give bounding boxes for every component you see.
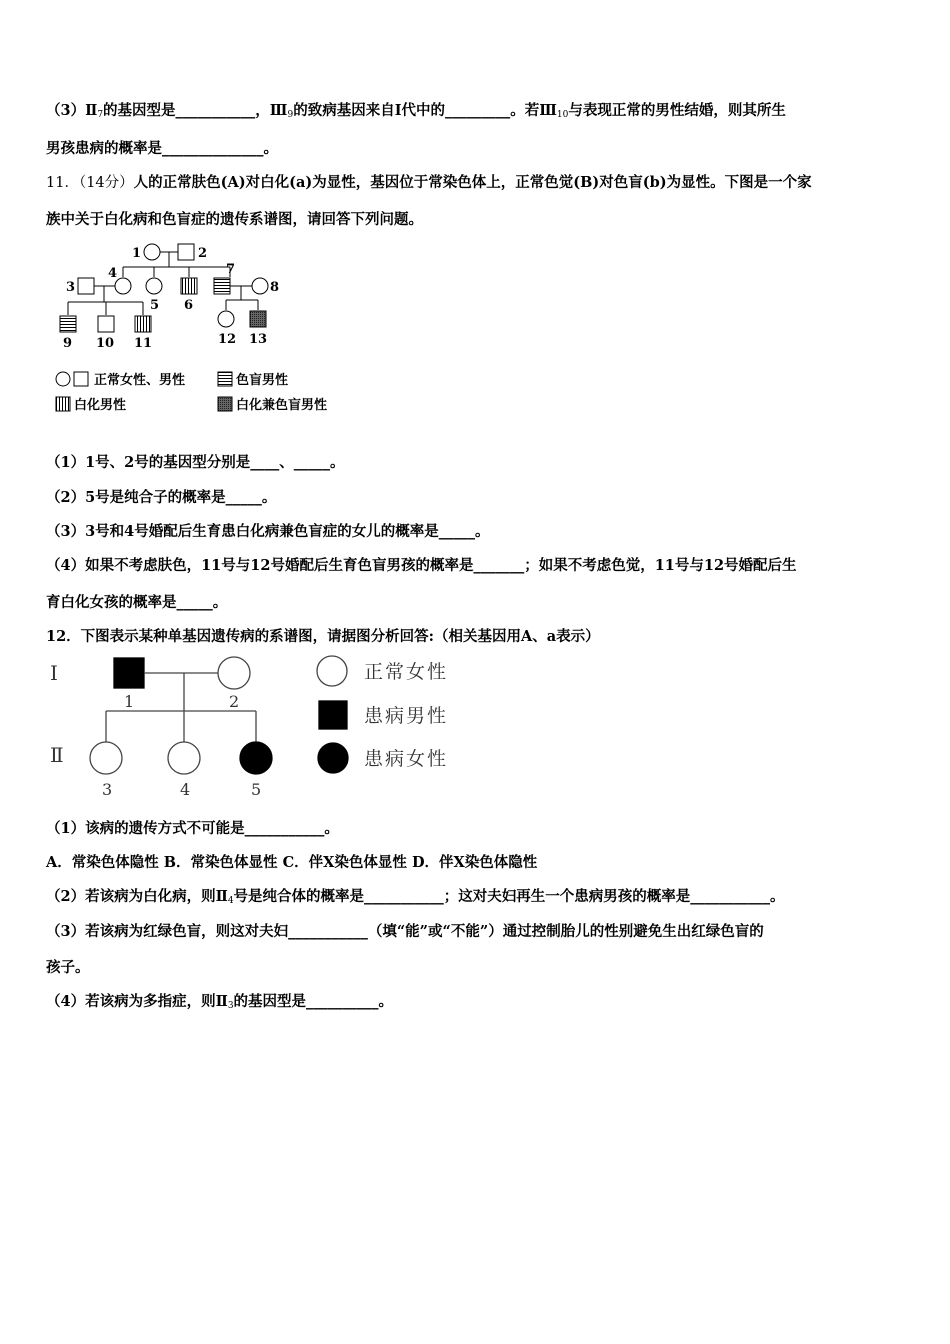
q10-text-c: 的致病基因来自Ⅰ代中的_________。若Ⅲ	[293, 102, 557, 119]
q11-individual-11	[135, 316, 151, 332]
q12-legend-affected-male-icon	[319, 701, 347, 729]
q12-individual-2	[218, 657, 250, 689]
q11-legend-colorblind: 色盲男性	[236, 373, 289, 388]
q12-part2	[46, 887, 916, 911]
q11-part4-line1: （4）如果不考虑肤色，11号与12号婚配后生育色盲男孩的概率是_______；如果不考虑色觉，11号与12号婚配后生	[46, 557, 797, 574]
q11-individual-13	[250, 311, 266, 327]
q10-part3-line2: 男孩患病的概率是______________。	[46, 140, 278, 157]
q11-individual-2	[178, 244, 194, 260]
q11-individual-12	[218, 311, 234, 327]
q11-part4-line2: 育白化女孩的概率是_____。	[46, 594, 228, 611]
q11-label-8: 8	[270, 280, 280, 295]
q12-label-3: 3	[102, 780, 113, 799]
q11-legend-albino: 白化男性	[74, 398, 127, 413]
q11-text1: 人的正常肤色(A)对白化(a)为显性，基因位于常染色体上，正常色觉(B)对色盲(b)为显性。下图是一个家	[133, 174, 812, 191]
q12-generation-II: Ⅱ	[50, 743, 64, 767]
q11-stem-line2: 族中关于白化病和色盲症的遗传系谱图，请回答下列问题。	[46, 211, 423, 228]
q12-options: A．常染色体隐性 B．常染色体显性 C．伴X染色体显性 D．伴X染色体隐性	[46, 854, 538, 871]
q12-part2-sub: 4	[227, 896, 234, 906]
q12-part4	[46, 992, 916, 1016]
q12-part3-line1: （3）若该病为红绿色盲，则这对夫妇___________（填“能”或“不能”）通过控制胎儿的性别避免生出红绿色盲的	[46, 923, 764, 940]
q11-individual-8	[252, 278, 268, 294]
q11-legend-normal: 正常女性、男性	[94, 373, 186, 388]
q11-part3: （3）3号和4号婚配后生育患白化病兼色盲症的女儿的概率是_____。	[46, 523, 490, 540]
q12-individual-5	[240, 742, 272, 774]
q11-part1: （1）1号、2号的基因型分别是____、_____。	[46, 454, 345, 471]
q11-score: （14分）	[78, 175, 134, 191]
q12-part4-sub: 3	[227, 1001, 234, 1011]
q10-text-d: 与表现正常的男性结婚，则其所生	[568, 102, 786, 119]
q11-individual-9	[60, 316, 76, 332]
q12-individual-1	[114, 658, 144, 688]
q11-individual-7	[214, 278, 230, 294]
q11-label-1: 1	[132, 246, 142, 261]
q11-individual-10	[98, 316, 114, 332]
q12-label-2: 2	[229, 692, 240, 711]
q11-label-4: 4	[108, 266, 118, 281]
q11-part2: （2）5号是纯合子的概率是_____。	[46, 489, 277, 506]
q12-legend-normal-female: 正常女性	[364, 661, 449, 683]
q11-label-6: 6	[184, 298, 194, 313]
q12-individual-3	[90, 742, 122, 774]
q12-part4-b: 的基因型是__________。	[233, 993, 394, 1010]
q11-individual-4	[115, 278, 131, 294]
q10-sub-b: 9	[287, 110, 294, 120]
q11-legend-both-icon	[218, 397, 232, 411]
q12-part4-a: （4）若该病为多指症，则Ⅱ	[46, 993, 228, 1010]
q12-pedigree-figure	[46, 652, 466, 804]
q12-label-5: 5	[251, 780, 262, 799]
q11-number: 11．	[46, 175, 79, 191]
q11-label-2: 2	[198, 246, 208, 261]
q11-legend-both: 白化兼色盲男性	[236, 398, 328, 413]
q11-pedigree-figure	[46, 236, 356, 421]
q12-legend-normal-female-icon	[317, 656, 347, 686]
q11-label-5: 5	[150, 298, 160, 313]
q12-legend-affected-male: 患病男性	[364, 705, 449, 727]
q11-label-13: 13	[249, 332, 268, 347]
q11-legend-albino-icon	[56, 397, 70, 411]
q10-part3-line1	[46, 101, 916, 125]
q12-generation-I: Ⅰ	[50, 661, 58, 685]
q12-stem: 12．下图表示某种单基因遗传病的系谱图，请据图分析回答:（相关基因用A、a表示）	[46, 628, 600, 645]
q11-legend-colorblind-icon	[218, 372, 232, 386]
q12-individual-4	[168, 742, 200, 774]
q12-legend-affected-female-icon	[318, 743, 348, 773]
q11-individual-5	[146, 278, 162, 294]
q11-label-11: 11	[134, 336, 153, 351]
q12-label-4: 4	[180, 780, 191, 799]
q12-label-1: 1	[124, 692, 135, 711]
q11-label-3: 3	[66, 280, 76, 295]
q11-label-12: 12	[218, 332, 237, 347]
q11-individual-6	[181, 278, 197, 294]
q12-part3-line2: 孩子。	[46, 959, 90, 976]
q11-label-9: 9	[63, 336, 73, 351]
q11-stem-line1	[46, 173, 916, 193]
q12-legend-affected-female: 患病女性	[364, 748, 449, 770]
q10-text-a: （3）Ⅱ	[46, 102, 98, 119]
q11-individual-3	[78, 278, 94, 294]
q12-part2-a: （2）若该病为白化病，则Ⅱ	[46, 888, 228, 905]
q11-label-7: 7	[226, 262, 236, 277]
q12-part2-b: 号是纯合体的概率是___________；这对夫妇再生一个患病男孩的概率是___________。	[233, 888, 785, 905]
q10-sub-c: 10	[556, 110, 569, 120]
q10-text-b: 的基因型是___________，Ⅲ	[103, 102, 288, 119]
q11-label-10: 10	[96, 336, 115, 351]
q11-individual-1	[144, 244, 160, 260]
q12-part1: （1）该病的遗传方式不可能是___________。	[46, 820, 339, 837]
q10-sub-a: 7	[97, 110, 104, 120]
q11-legend-female-icon	[56, 372, 70, 386]
q11-legend-male-icon	[74, 372, 88, 386]
